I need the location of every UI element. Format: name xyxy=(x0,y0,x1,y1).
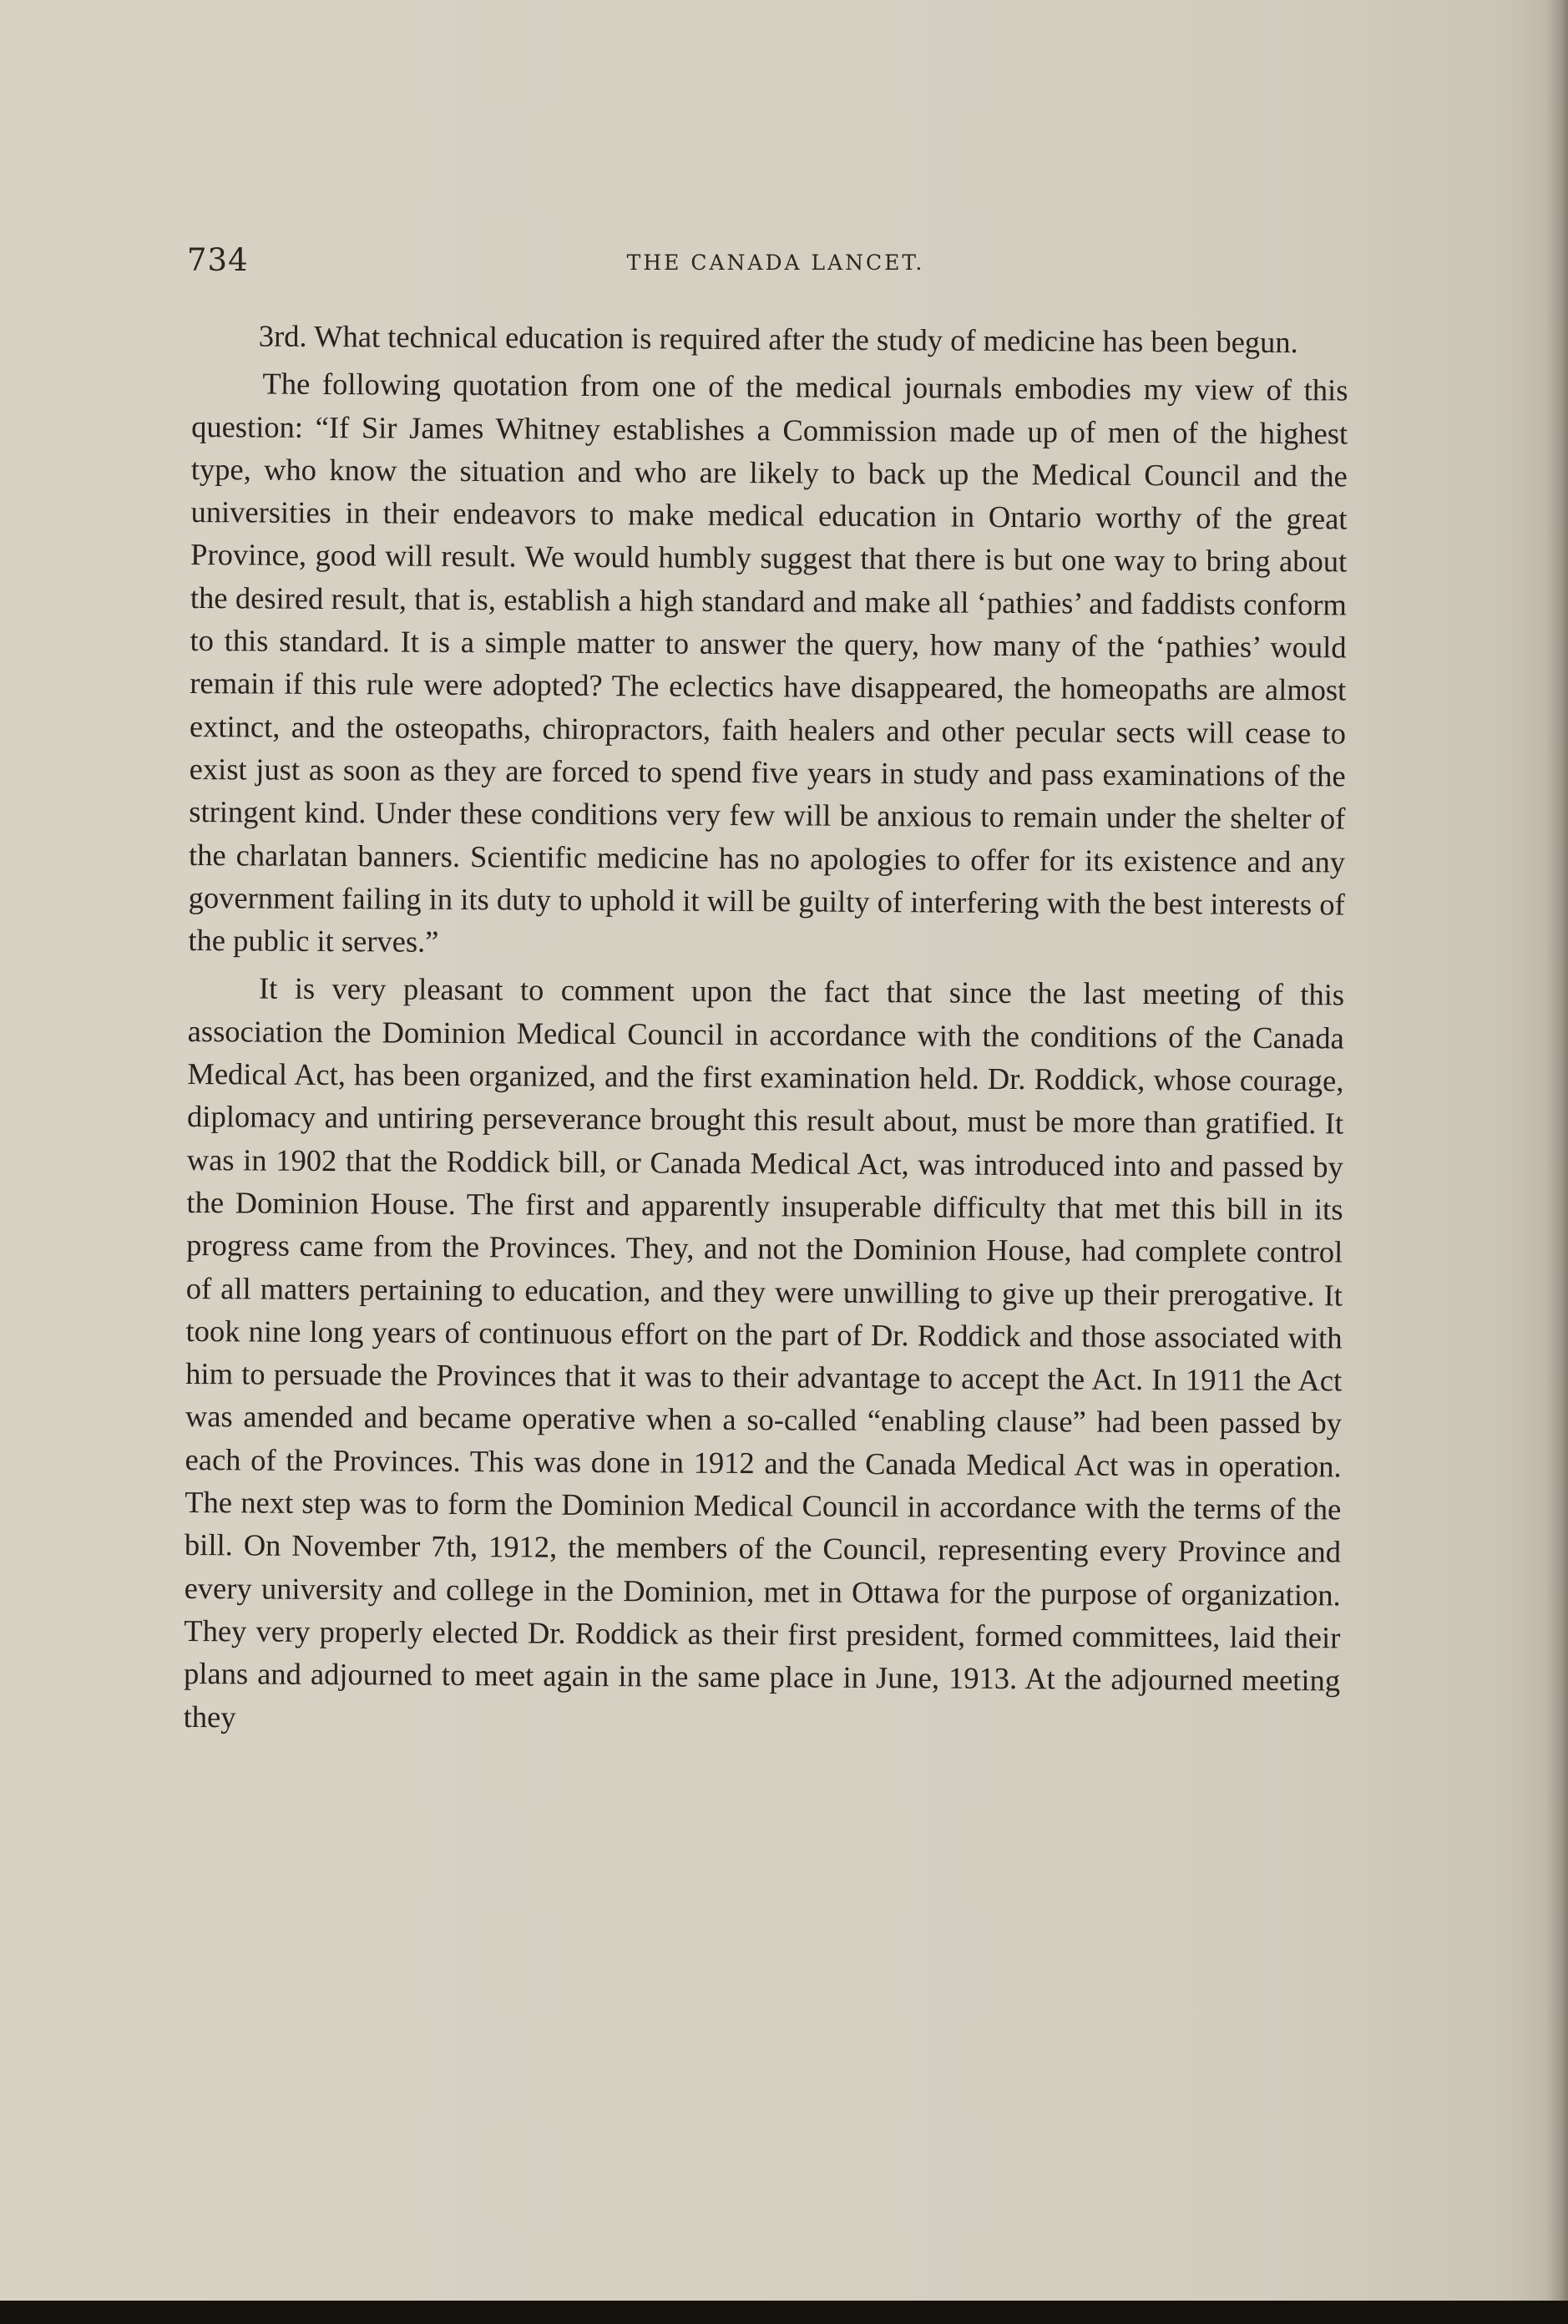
paragraph-quotation: The following quotation from one of the medical journals embodies my view of this question: “If Sir James Whitney establishes a Commission made up of men of the highest type, who know the situation and who are likely to back up the Medical Council and the universities in their endeavors to make medical education in Ontario worthy of the great Province, good will result. We would humbly suggest that there is but one way to bring about the desired result, that is, establish a high standard and make all ‘pathies’ and faddists conform to this standard. It is a simple matter to answer the query, how many of the ‘pathies’ would remain if this rule were adopted? The eclectics have disappeared, the homeopaths are almost extinct, and the osteopaths, chiropractors, faith healers and other pecular sects will cease to exist just as soon as they are forced to spend five years in study and pass examinations of the stringent kind. Under these conditions very few will be anxious to remain under the shelter of the charlatan banners. Scientific medicine has no apologies to offer for its existence and any government failing in its duty to uphold it will be guilty of interfering with the best interests of the public it serves.” xyxy=(188,366,1348,959)
scan-bottom-edge xyxy=(0,2301,1568,2324)
page-number: 734 xyxy=(187,242,249,278)
page-edge-shadow xyxy=(1546,0,1568,2301)
enumerated-item: 3rd. What technical education is required after the study of medicine has been begun. xyxy=(258,318,1298,360)
body-text xyxy=(184,314,1348,1744)
page-header xyxy=(187,242,1364,282)
running-title: THE CANADA LANCET. xyxy=(626,251,925,275)
paragraph-dominion-council: It is very pleasant to comment upon the fact that since the last meeting of this association the Dominion Medical Council in accordance with the conditions of the Canada Medical Act, has been organized, and the first examination held. Dr. Roddick, whose courage, diplomacy and untiring perseverance brought this result about, must be more than gratified. It was in 1902 that the Roddick bill, or Canada Medical Act, was introduced into and passed by the Dominion House. The first and apparently insuperable difficulty that met this bill in its progress came from the Provinces. They, and not the Dominion House, had complete control of all matters pertaining to education, and they were unwilling to give up their prerogative. It took nine long years of continuous effort on the part of Dr. Roddick and those associated with him to persuade the Provinces that it was to their advantage to accept the Act. In 1911 the Act was amended and became operative when a so-called “enabling clause” had been passed by each of the Provinces. This was done in 1912 and the Canada Medical Act was in operation. The next step was to form the Dominion Medical Council in accordance with the terms of the bill. On November 7th, 1912, the members of the Council, representing every Province and every university and college in the Dominion, met in Ottawa for the purpose of organization. They very properly elected Dr. Roddick as their first president, formed committees, laid their plans and adjourned to meet again in the same place in June, 1913. At the adjourned meeting they xyxy=(183,970,1345,1734)
